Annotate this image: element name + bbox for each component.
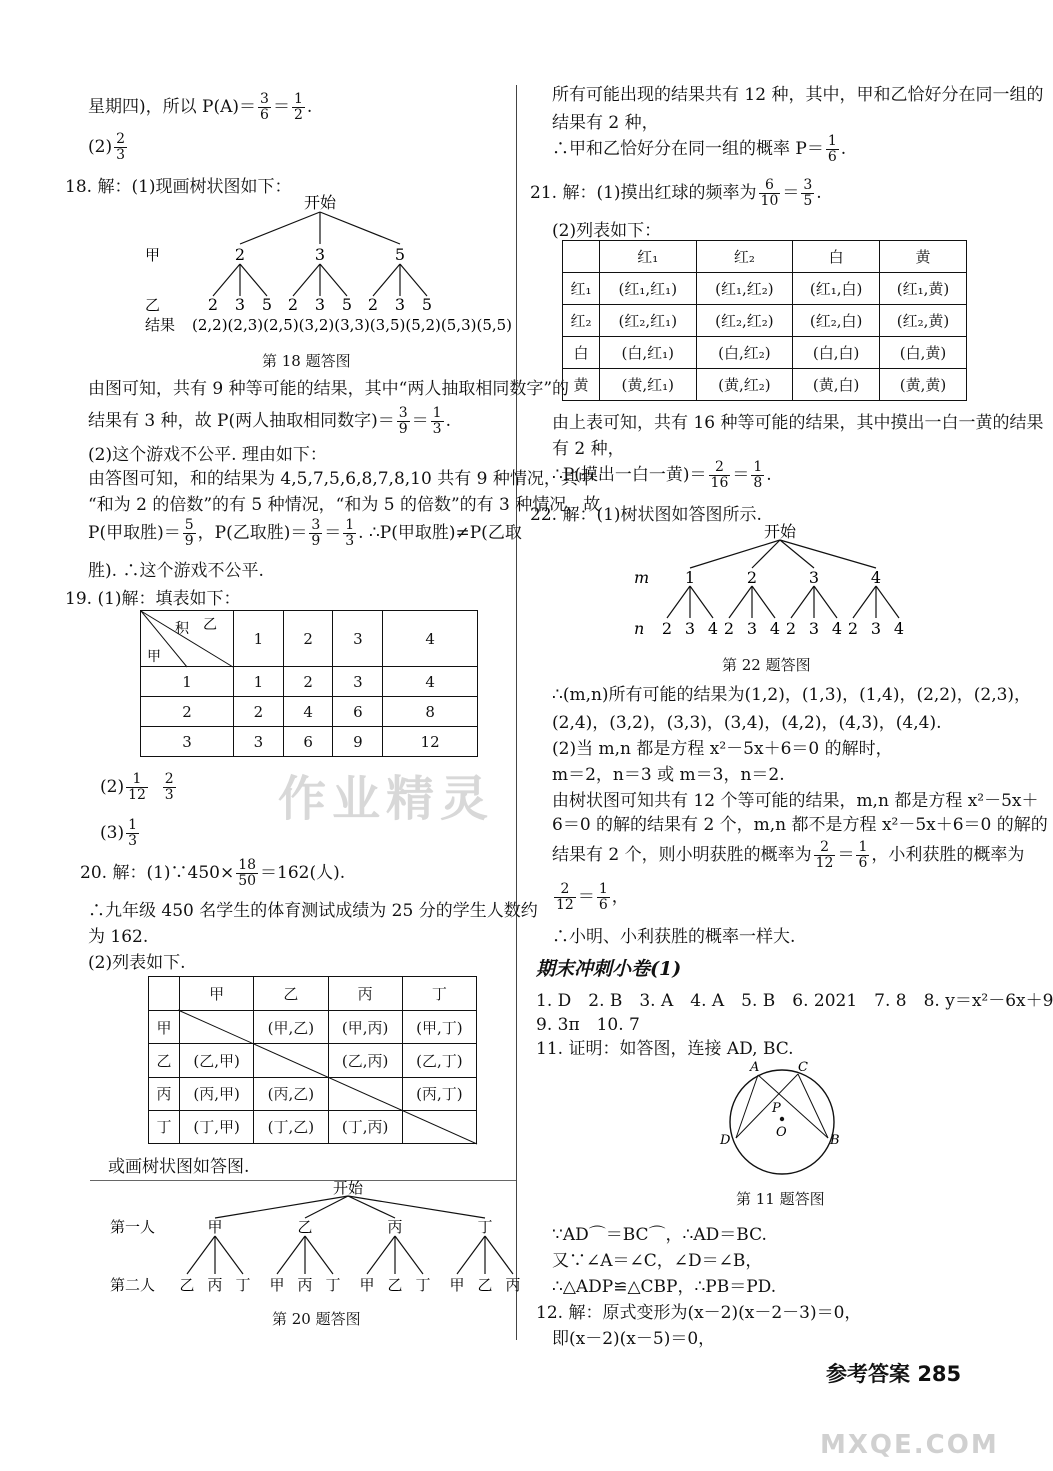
answers-line: 9. 3π 10. 7: [536, 1015, 640, 1035]
svg-text:2: 2: [367, 295, 379, 314]
text-line: 即(x－2)(x－5)＝0，: [552, 1329, 716, 1349]
tree-diagram-20: [100, 1180, 520, 1300]
svg-text:开始: 开始: [332, 1179, 364, 1197]
answers-line: 1. D 2. B 3. A 4. A 5. B 6. 2021 7. 8 8. y＝x²－6x＋9: [536, 991, 1053, 1011]
text-line: ∴△ADP≌△CBP，∴PB＝PD.: [552, 1277, 777, 1297]
table-19: 乙 积 甲 1 2 3 4 1 1 2 3 4 2 2 4 6 8 3 3 6 9 12: [140, 610, 478, 757]
svg-text:丙: 丙: [297, 1276, 313, 1294]
svg-text:4: 4: [831, 619, 843, 638]
svg-text:第一人: 第一人: [110, 1218, 156, 1236]
svg-text:2: 2: [207, 295, 219, 314]
svg-text:甲: 甲: [207, 1218, 223, 1236]
text-line: ∴甲和乙恰好分在同一组的概率 P＝ $\frac{1}{6}$ .: [552, 133, 847, 165]
svg-text:3: 3: [808, 568, 820, 587]
text-line: 为 162.: [88, 927, 149, 947]
svg-text:2: 2: [746, 568, 758, 587]
svg-text:3: 3: [870, 619, 882, 638]
text-line: 或画树状图如答图.: [108, 1157, 250, 1177]
circle-figure-11: [712, 1056, 852, 1186]
text-line: 有 2 种，: [552, 439, 625, 459]
svg-text:丁: 丁: [477, 1218, 493, 1236]
svg-text:B: B: [830, 1133, 840, 1148]
tree18-start: 开始: [303, 193, 337, 212]
svg-text:甲: 甲: [145, 246, 161, 264]
text-line: 结果有 2 种，: [552, 113, 659, 133]
fig11-caption: 第 11 题答图: [736, 1190, 825, 1208]
text-line: P(甲取胜)＝ $\frac{5}{9}$ ，P(乙取胜)＝ $\frac{3}{9}$ ＝ $\frac{1}{3}$ . ∴P(甲取胜)≠P(乙取: [88, 517, 522, 549]
svg-text:4: 4: [769, 619, 781, 638]
watermark: 作业精灵: [278, 771, 495, 827]
text-line: ∵AD⌒＝BC⌒，∴AD＝BC.: [552, 1225, 767, 1245]
text-line: “和为 2 的倍数”的有 5 种情况，“和为 5 的倍数”的有 3 种情况，故: [88, 495, 601, 515]
text-line: (2)当 m,n 都是方程 x²－5x＋6＝0 的解时，: [552, 739, 893, 759]
svg-text:(2,2)(2,3)(2,5)(3,2)(3,3)(3,5): (2,2)(2,3)(2,5)(3,2)(3,3)(3,5)(5,2)(5,3)(5,5): [192, 316, 513, 334]
text-line: $\frac{2}{12}$ ＝ $\frac{1}{6}$ ，: [556, 881, 629, 913]
line-p-a: 星期四)，所以 P(A)＝ $\frac{3}{6}$ ＝ $\frac{1}{2}$ .: [88, 91, 313, 123]
svg-text:丁: 丁: [235, 1276, 251, 1294]
svg-text:5: 5: [394, 245, 406, 264]
svg-text:开始: 开始: [763, 522, 797, 541]
text-line: (2)列表如下：: [552, 221, 662, 241]
svg-text:2: 2: [723, 619, 735, 638]
svg-text:3: 3: [234, 295, 246, 314]
tree20-caption: 第 20 题答图: [272, 1310, 361, 1328]
svg-text:积: 积: [175, 621, 189, 637]
svg-text:P: P: [772, 1101, 781, 1116]
svg-text:甲: 甲: [147, 649, 161, 665]
svg-text:2: 2: [234, 245, 246, 264]
text-line: 由上表可知，共有 16 种等可能的结果，其中摸出一白一黄的结果: [552, 413, 1044, 433]
svg-text:3: 3: [314, 295, 326, 314]
text-line: 由图可知，共有 9 种等可能的结果，其中“两人抽取相同数字”的: [88, 379, 570, 399]
svg-text:丁: 丁: [325, 1276, 341, 1294]
q19-heading: 19. (1)解：填表如下：: [65, 589, 241, 609]
svg-text:甲: 甲: [269, 1276, 285, 1294]
svg-text:乙: 乙: [297, 1218, 313, 1236]
tree-diagram-22: [630, 520, 920, 648]
site-watermark: MXQE.COM: [820, 1430, 999, 1460]
svg-text:丙: 丙: [207, 1276, 223, 1294]
svg-text:乙: 乙: [203, 617, 217, 633]
footer-label: 参考答案 285: [826, 1362, 962, 1386]
svg-text:结果: 结果: [145, 316, 176, 334]
svg-text:O: O: [776, 1125, 787, 1140]
svg-text:甲: 甲: [359, 1276, 375, 1294]
svg-text:3: 3: [394, 295, 406, 314]
svg-text:D: D: [720, 1133, 731, 1148]
text-line: 胜). ∴这个游戏不公平.: [88, 561, 264, 581]
svg-text:乙: 乙: [477, 1276, 493, 1294]
text-line: ∴小明、小利获胜的概率一样大.: [552, 927, 796, 947]
svg-text:2: 2: [661, 619, 673, 638]
text-line: ∴(m,n)所有可能的结果为(1,2)，(1,3)，(1,4)，(2,2)，(2,3)，: [552, 685, 1032, 705]
svg-text:C: C: [798, 1060, 808, 1075]
text-line: m＝2，n＝3 或 m＝3，n＝2.: [552, 765, 785, 785]
text-line: (2)列表如下.: [88, 953, 186, 973]
q19-2: (2) $\frac{1}{12}$ $\frac{2}{3}$: [100, 771, 174, 803]
text-line: 由答图可知，和的结果为 4,5,7,5,6,8,7,8,10 共有 9 种情况，其中: [88, 469, 595, 489]
svg-text:5: 5: [261, 295, 273, 314]
svg-text:2: 2: [287, 295, 299, 314]
svg-text:丁: 丁: [415, 1276, 431, 1294]
column-divider: [516, 85, 517, 1340]
text-line: ∴九年级 450 名学生的体育测试成绩为 25 分的学生人数约: [88, 901, 538, 921]
svg-text:丙: 丙: [505, 1276, 521, 1294]
svg-text:3: 3: [314, 245, 326, 264]
svg-text:丙: 丙: [387, 1218, 403, 1236]
svg-text:4: 4: [707, 619, 719, 638]
svg-text:5: 5: [421, 295, 433, 314]
text-line: (2)这个游戏不公平. 理由如下：: [88, 445, 327, 465]
text-line: 结果有 2 个，则小明获胜的概率为 $\frac{2}{12}$ ＝ $\frac{1}{6}$ ，小利获胜的概率为: [552, 839, 1025, 871]
svg-text:甲: 甲: [449, 1276, 465, 1294]
svg-text:n: n: [634, 619, 645, 638]
text-line: 由树状图可知共有 12 个等可能的结果，m,n 都是方程 x²－5x＋: [552, 791, 1039, 811]
table-20: 甲 乙 丙 丁 甲 (甲,乙) (甲,丙) (甲,丁) 乙 (乙,甲) (乙,丙) (乙,丁) 丙 (丙,甲) (丙,乙) (丙,丁) 丁 (丁,甲) (丁,乙) (丁,丙): [148, 976, 477, 1144]
tree18-caption: 第 18 题答图: [262, 352, 351, 370]
page-number: 285: [917, 1362, 962, 1386]
svg-text:1: 1: [684, 568, 696, 587]
svg-text:5: 5: [341, 295, 353, 314]
text-line: 12. 解：原式变形为(x－2)(x－2－3)＝0，: [536, 1303, 862, 1323]
svg-text:乙: 乙: [179, 1276, 195, 1294]
line-q17-2: (2) $\frac{2}{3}$: [88, 131, 126, 163]
q18-heading: 18. 解：(1)现画树状图如下：: [65, 177, 292, 197]
svg-text:3: 3: [808, 619, 820, 638]
svg-text:乙: 乙: [145, 296, 161, 314]
svg-text:4: 4: [870, 568, 882, 587]
q21-1: 21. 解：(1)摸出红球的频率为 $\frac{6}{10}$ ＝ $\frac{3}{5}$ .: [530, 177, 822, 209]
q20-1: 20. 解：(1)∵450× $\frac{18}{50}$ ＝162(人).: [80, 857, 346, 889]
tree22-caption: 第 22 题答图: [722, 656, 811, 674]
text-line: 6＝0 的解的结果有 2 个，m,n 都不是方程 x²－5x＋6＝0 的解的: [552, 815, 1048, 835]
svg-text:3: 3: [684, 619, 696, 638]
text-line: (2,4)，(3,2)，(3,3)，(3,4)，(4,2)，(4,3)，(4,4).: [552, 713, 942, 733]
text-line: 又∵∠A＝∠C，∠D＝∠B，: [552, 1251, 763, 1271]
svg-text:m: m: [634, 568, 650, 587]
svg-text:4: 4: [893, 619, 905, 638]
section-title: 期末冲刺小卷(1): [536, 958, 682, 980]
q22-heading: 22. 解：(1)树状图如答图所示.: [530, 505, 762, 525]
svg-text:乙: 乙: [387, 1276, 403, 1294]
table19-corner: [141, 611, 234, 667]
svg-text:2: 2: [785, 619, 797, 638]
svg-text:3: 3: [746, 619, 758, 638]
text-line: ∴P(摸出一白一黄)＝ $\frac{2}{16}$ ＝ $\frac{1}{8}$ .: [552, 459, 772, 491]
text-line: 11. 证明：如答图，连接 AD, BC.: [536, 1039, 794, 1059]
q19-3: (3) $\frac{1}{3}$: [100, 817, 138, 849]
tree-diagram-18: [140, 192, 513, 334]
svg-text:2: 2: [847, 619, 859, 638]
svg-text:第二人: 第二人: [110, 1276, 156, 1294]
table-21: 红₁ 红₂ 白 黄 红₁ (红₁,红₁) (红₁,红₂) (红₁,白) (红₁,黄) 红₂ (红₂,红₁) (红₂,红₂) (红₂,白) (红₂,黄) 白 (白,红₁) (白,红₂) (白,白) (白,黄) 黄 (黄,红₁) (黄,红₂) (黄,白) (黄,黄): [562, 240, 967, 401]
svg-text:A: A: [750, 1060, 760, 1075]
text-line: 结果有 3 种，故 P(两人抽取相同数字)＝ $\frac{3}{9}$ ＝ $\frac{1}{3}$ .: [88, 405, 451, 437]
text-line: 所有可能出现的结果共有 12 种，其中，甲和乙恰好分在同一组的: [552, 85, 1044, 105]
